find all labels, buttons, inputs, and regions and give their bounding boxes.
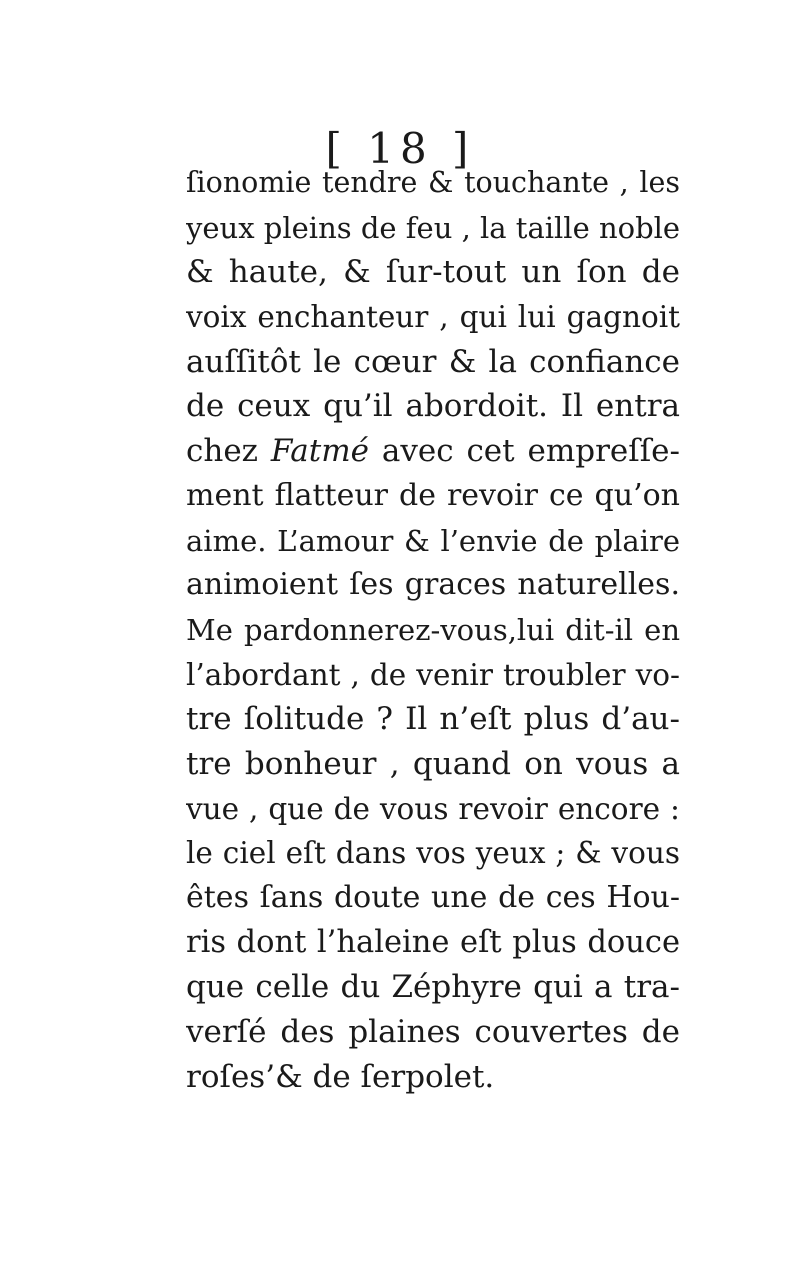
text-line: [186, 876, 680, 921]
text-line: [186, 474, 680, 519]
text-line: [186, 206, 680, 251]
text-line: [186, 608, 680, 653]
italic-word: Fatmé: [270, 433, 369, 470]
text-line: [186, 384, 680, 429]
text-segment: voix enchanteur , qui lui gagnoit: [186, 300, 680, 335]
text-line: [186, 653, 680, 698]
text-segment: êtes ſans doute une de ces Hou-: [186, 880, 680, 915]
text-line: [186, 161, 680, 206]
text-segment: tre bonheur , quand on vous a: [186, 745, 680, 782]
text-line: [186, 1010, 680, 1055]
text-segment: chez: [186, 433, 271, 470]
page-number-header: [ 18 ]: [325, 124, 475, 173]
text-line: [186, 921, 680, 966]
text-line: [186, 1055, 680, 1100]
text-line: [186, 429, 680, 474]
text-line: [186, 965, 680, 1010]
text-line: [186, 519, 680, 564]
text-segment: ſionomie tendre & touchante , les: [186, 166, 680, 199]
text-segment: verſé des plaines couvertes de: [186, 1014, 680, 1051]
text-line: [186, 742, 680, 787]
text-line: [186, 697, 680, 742]
text-segment: roſes’& de ſerpolet.: [186, 1058, 495, 1095]
text-line: [186, 831, 680, 876]
text-segment: le ciel eſt dans vos yeux ; & vous: [186, 836, 680, 871]
text-segment: vue , que de vous revoir encore :: [186, 791, 680, 826]
text-segment: Me pardonnerez-vous,lui dit-il en: [186, 612, 680, 647]
text-segment: tre ſolitude ? Il n’eſt plus d’au-: [186, 701, 680, 738]
text-segment: l’abordant , de venir troubler vo-: [186, 657, 680, 692]
text-segment: animoient ſes graces naturelles.: [186, 567, 680, 603]
text-line: [186, 295, 680, 340]
text-segment: ment flatteur de revoir ce qu’on: [186, 477, 680, 513]
text-line: [186, 787, 680, 832]
text-line: [186, 340, 680, 385]
text-segment: que celle du Zéphyre qui a tra-: [186, 969, 680, 1006]
text-segment: & haute, & ſur-tout un ſon de: [186, 254, 680, 291]
body-text: [186, 161, 680, 1099]
text-segment: ris dont l’haleine eſt plus douce: [186, 924, 680, 960]
text-segment: auſſitôt le cœur & la confiance: [186, 343, 680, 380]
text-segment: aime. L’amour & l’envie de plaire: [186, 523, 680, 558]
text-line: [186, 250, 680, 295]
text-segment: de ceux qu’il abordoit. Il entra: [186, 388, 680, 425]
text-segment: avec cet empreſſe-: [368, 433, 680, 470]
text-segment: yeux pleins de feu , la taille noble: [186, 210, 680, 245]
text-line: [186, 563, 680, 608]
